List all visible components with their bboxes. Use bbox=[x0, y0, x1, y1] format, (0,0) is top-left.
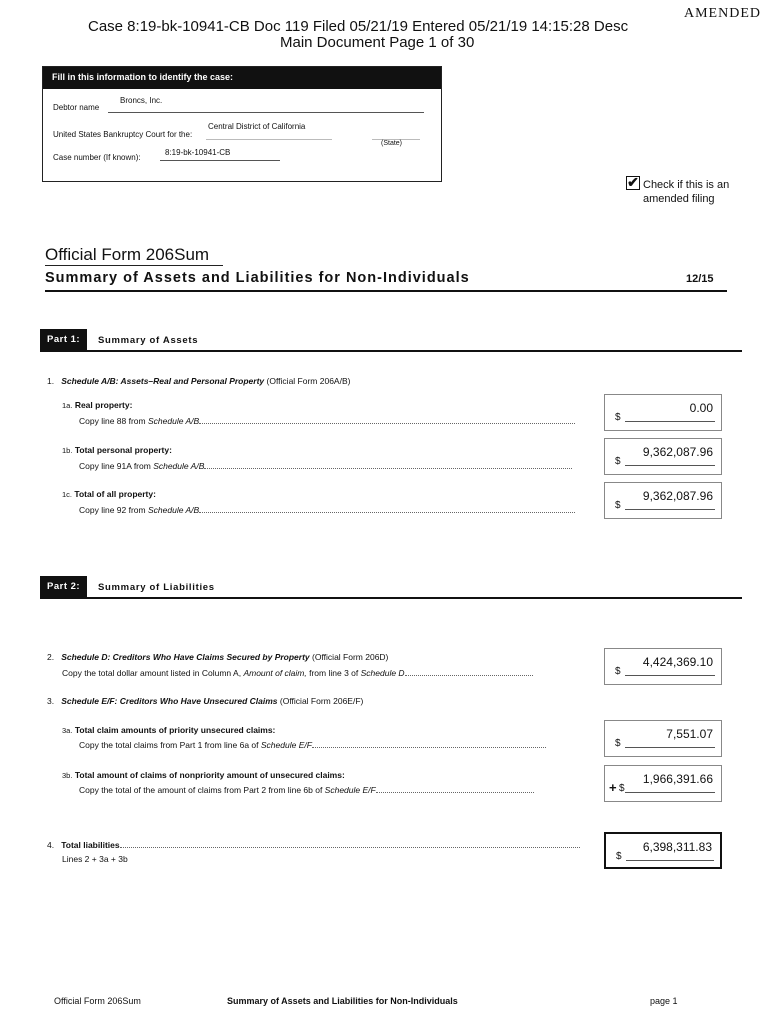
part2-label: Part 2: bbox=[40, 576, 87, 598]
amended-checkbox-label: Check if this is an amended filing bbox=[643, 179, 730, 205]
amount-4: 6,398,311.83 bbox=[642, 840, 712, 854]
part2-title: Summary of Liabilities bbox=[98, 582, 215, 593]
case-number-label: Case number (If known): bbox=[53, 153, 141, 162]
amount-box-4: $ 6,398,311.83 bbox=[604, 832, 722, 869]
form-date: 12/15 bbox=[686, 273, 714, 285]
amount-2: 4,424,369.10 bbox=[642, 655, 713, 669]
item-3b-copy: Copy the total of the amount of claims from Part 2 from line 6b of Schedule E/F bbox=[79, 785, 534, 795]
item-2: 2. Schedule D: Creditors Who Have Claims Secured by Property (Official Form 206D) bbox=[47, 652, 389, 662]
case-box-title: Fill in this information to identify the case: bbox=[43, 67, 441, 89]
amount-box-1c: $ 9,362,087.96 bbox=[604, 482, 722, 519]
amended-checkbox[interactable] bbox=[626, 176, 640, 190]
amount-1b: 9,362,087.96 bbox=[642, 445, 713, 459]
amount-box-2: $ 4,424,369.10 bbox=[604, 648, 722, 685]
item-1b-title: 1b. Total personal property: bbox=[62, 445, 172, 455]
item-3a-title: 3a. Total claim amounts of priority unsecured claims: bbox=[62, 725, 276, 735]
form-title: Official Form 206Sum bbox=[45, 245, 210, 264]
amount-1a: 0.00 bbox=[689, 401, 713, 415]
amount-3b: 1,966,391.66 bbox=[642, 772, 713, 786]
court-label: United States Bankruptcy Court for the: bbox=[53, 130, 193, 139]
item-3: 3. Schedule E/F: Creditors Who Have Unsecured Claims (Official Form 206E/F) bbox=[47, 696, 364, 706]
part1-title: Summary of Assets bbox=[98, 335, 199, 346]
item-1b-copy: Copy line 91A from Schedule A/B bbox=[79, 461, 572, 471]
footer-page-number: page 1 bbox=[650, 996, 678, 1006]
debtor-name-label: Debtor name bbox=[53, 103, 100, 112]
item-3b-title: 3b. Total amount of claims of nonpriority amount of unsecured claims: bbox=[62, 770, 345, 780]
footer-form-name: Official Form 206Sum bbox=[54, 996, 141, 1006]
item-4-sub: Lines 2 + 3a + 3b bbox=[62, 854, 128, 864]
amount-box-1a: $ 0.00 bbox=[604, 394, 722, 431]
amount-box-3b: + $ 1,966,391.66 bbox=[604, 765, 722, 802]
docket-header-line2: Main Document Page 1 of 30 bbox=[280, 34, 475, 51]
amount-box-3a: $ 7,551.07 bbox=[604, 720, 722, 757]
item-1a-title: 1a. Real property: bbox=[62, 400, 133, 410]
item-4: 4. Total liabilities bbox=[47, 840, 580, 850]
part1-label: Part 1: bbox=[40, 329, 87, 351]
title-rule bbox=[45, 290, 727, 292]
form-title-underline bbox=[45, 265, 223, 266]
amount-box-1b: $ 9,362,087.96 bbox=[604, 438, 722, 475]
court-underline bbox=[206, 139, 332, 140]
item-1a-copy: Copy line 88 from Schedule A/B bbox=[79, 416, 575, 426]
part1-rule bbox=[40, 350, 742, 352]
item-3a-copy: Copy the total claims from Part 1 from line 6a of Schedule E/F bbox=[79, 740, 546, 750]
item-1c-copy: Copy line 92 from Schedule A/B bbox=[79, 505, 575, 515]
court-value: Central District of California bbox=[208, 122, 306, 131]
amount-1c: 9,362,087.96 bbox=[642, 489, 713, 503]
part2-rule bbox=[40, 597, 742, 599]
item-1c-title: 1c. Total of all property: bbox=[62, 489, 156, 499]
plus-sign: + bbox=[609, 780, 617, 795]
amended-stamp: AMENDED bbox=[684, 6, 761, 21]
state-label: (State) bbox=[381, 140, 403, 147]
footer-title: Summary of Assets and Liabilities for Non-Individuals bbox=[227, 996, 458, 1006]
item-1: 1. Schedule A/B: Assets–Real and Personal Property (Official Form 206A/B) bbox=[47, 376, 351, 386]
debtor-name-underline bbox=[108, 112, 424, 113]
form-subtitle: Summary of Assets and Liabilities for Non-Individuals bbox=[45, 270, 470, 286]
case-number-value: 8:19-bk-10941-CB bbox=[165, 148, 231, 157]
amount-3a: 7,551.07 bbox=[666, 727, 713, 741]
item-2-copy: Copy the total dollar amount listed in Column A, Amount of claim, from line 3 of Schedule D bbox=[62, 668, 533, 678]
docket-header-line1: Case 8:19-bk-10941-CB Doc 119 Filed 05/21/19 Entered 05/21/19 14:15:28 Desc bbox=[88, 18, 629, 35]
case-number-underline bbox=[160, 160, 280, 161]
check-icon: ✔ bbox=[627, 174, 639, 190]
debtor-name-value: Broncs, Inc. bbox=[120, 96, 163, 105]
